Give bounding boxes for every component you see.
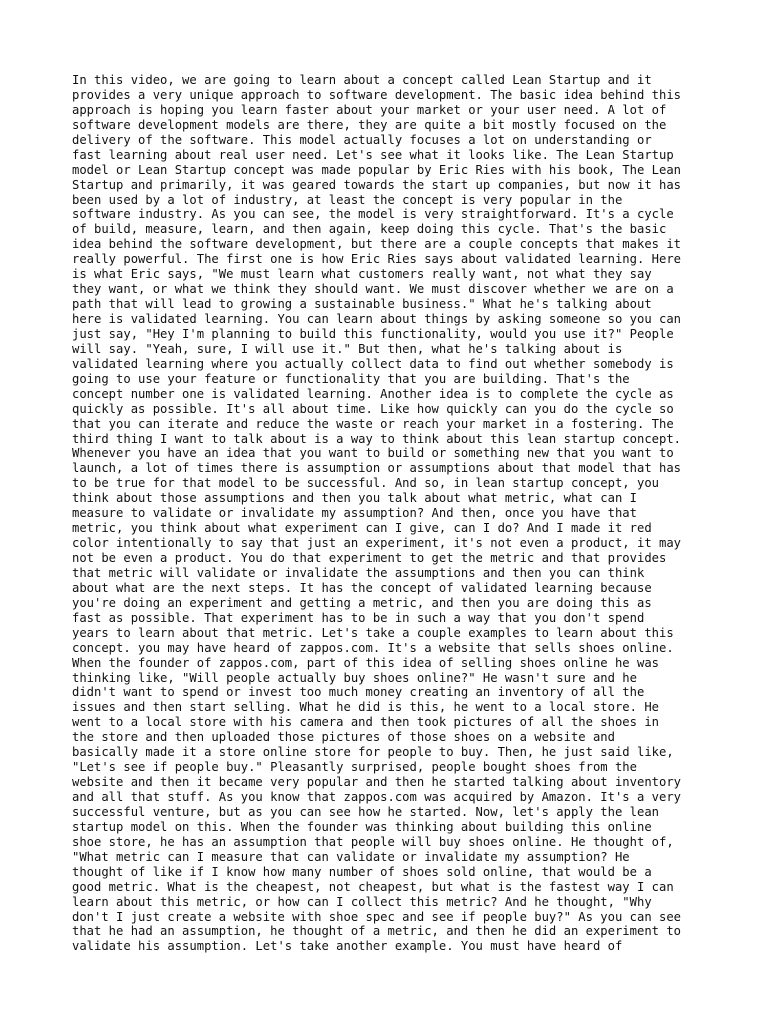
text-line: successful venture, but as you can see how he started. Now, let's apply the lean — [72, 804, 659, 819]
text-line: of build, measure, learn, and then again, keep doing this cycle. That's the basic — [72, 222, 667, 237]
text-line: software development models are there, they are quite a bit mostly focused on the — [72, 117, 667, 132]
text-line: software industry. As you can see, the model is very straightforward. It's a cycle — [72, 207, 674, 222]
text-line: "Let's see if people buy." Pleasantly surprised, people bought shoes from the — [72, 760, 637, 775]
text-line: website and then it became very popular and then he started talking about inventory — [72, 775, 682, 790]
text-line: idea behind the software development, but there are a couple concepts that makes it — [72, 237, 682, 252]
text-line: In this video, we are going to learn about a concept called Lean Startup and it — [72, 73, 652, 87]
text-line: concept. you may have heard of zappos.com. It's a website that sells shoes online. — [72, 640, 674, 655]
transcript-text — [72, 73, 732, 954]
text-line: not be even a product. You do that experiment to get the metric and that provides — [72, 551, 667, 565]
text-line: that he had an assumption, he thought of a metric, and then he did an experiment to — [72, 924, 682, 939]
text-line: fast learning about real user need. Let's see what it looks like. The Lean Startup — [72, 147, 674, 162]
text-line: is what Eric says, "We must learn what customers really want, not what they say — [72, 267, 652, 282]
text-line: launch, a lot of times there is assumption or assumptions about that model that has — [72, 461, 682, 476]
text-line: good metric. What is the cheapest, not cheapest, but what is the fastest way I can — [72, 879, 674, 894]
text-line: "What metric can I measure that can validate or invalidate my assumption? He — [72, 849, 630, 864]
text-line: thought of like if I know how many number of shoes sold online, that would be a — [72, 864, 652, 879]
text-line: provides a very unique approach to software development. The basic idea behind this — [72, 87, 682, 102]
text-line: startup model on this. When the founder was thinking about building this online — [72, 819, 652, 834]
text-line: been used by a lot of industry, at least the concept is very popular in the — [72, 192, 623, 207]
text-line: just say, "Hey I'm planning to build this functionality, would you use it?" People — [72, 326, 674, 341]
text-line: really powerful. The first one is how Eric Ries says about validated learning. Here — [72, 252, 682, 267]
text-line: fast as possible. That experiment has to be in such a way that you don't spend — [72, 610, 645, 625]
text-line: they want, or what we think they should want. We must discover whether we are on a — [72, 282, 674, 297]
text-line: that you can iterate and reduce the waste or reach your market in a fostering. The — [72, 416, 674, 431]
text-line: When the founder of zappos.com, part of this idea of selling shoes online he was — [72, 655, 659, 670]
text-line: thinking like, "Will people actually buy shoes online?" He wasn't sure and he — [72, 670, 637, 685]
text-line: going to use your feature or functionality that you are building. That's the — [72, 371, 630, 386]
text-line: shoe store, he has an assumption that people will buy shoes online. He thought of, — [72, 834, 674, 849]
text-line: delivery of the software. This model actually focuses a lot on understanding or — [72, 132, 652, 147]
text-line: validated learning where you actually collect data to find out whether somebody is — [72, 356, 674, 371]
text-line: path that will lead to growing a sustainable business." What he's talking about — [72, 297, 652, 312]
text-line: basically made it a store online store for people to buy. Then, he just said like, — [72, 745, 674, 760]
document-page — [72, 73, 732, 954]
text-line: quickly as possible. It's all about time. Like how quickly can you do the cycle so — [72, 401, 674, 416]
text-line: learn about this metric, or how can I collect this metric? And he thought, "Why — [72, 894, 652, 909]
text-line: measure to validate or invalidate my assumption? And then, once you have that — [72, 506, 637, 521]
text-line: think about those assumptions and then you talk about what metric, what can I — [72, 491, 637, 506]
text-line: you're doing an experiment and getting a metric, and then you are doing this as — [72, 595, 652, 610]
text-line: to be true for that model to be successful. And so, in lean startup concept, you — [72, 476, 659, 491]
text-line: didn't want to spend or invest too much money creating an inventory of all the — [72, 685, 645, 700]
text-line: third thing I want to talk about is a way to think about this lean startup concept. — [72, 431, 682, 446]
text-line: color intentionally to say that just an experiment, it's not even a product, it may — [72, 536, 682, 551]
text-line: that metric will validate or invalidate the assumptions and then you can think — [72, 565, 645, 580]
text-line: concept number one is validated learning. Another idea is to complete the cycle as — [72, 386, 674, 401]
text-line: model or Lean Startup concept was made popular by Eric Ries with his book, The Lean — [72, 162, 682, 177]
text-line: about what are the next steps. It has the concept of validated learning because — [72, 580, 652, 595]
text-line: went to a local store with his camera and then took pictures of all the shoes in — [72, 715, 659, 730]
text-line: metric, you think about what experiment can I give, can I do? And I made it red — [72, 521, 652, 536]
text-line: issues and then start selling. What he did is this, he went to a local store. He — [72, 700, 659, 715]
text-line: approach is hoping you learn faster about your market or your user need. A lot of — [72, 102, 667, 117]
text-line: validate his assumption. Let's take another example. You must have heard of — [72, 939, 623, 954]
text-line: Startup and primarily, it was geared towards the start up companies, but now it has — [72, 177, 682, 192]
text-line: here is validated learning. You can learn about things by asking someone so you can — [72, 312, 682, 326]
text-line: don't I just create a website with shoe spec and see if people buy?" As you can see — [72, 909, 682, 924]
text-line: the store and then uploaded those pictures of those shoes on a website and — [72, 730, 615, 745]
text-line: Whenever you have an idea that you want to build or something new that you want to — [72, 446, 674, 461]
text-line: and all that stuff. As you know that zappos.com was acquired by Amazon. It's a very — [72, 790, 682, 804]
text-line: will say. "Yeah, sure, I will use it." But then, what he's talking about is — [72, 341, 623, 356]
text-line: years to learn about that metric. Let's take a couple examples to learn about this — [72, 625, 674, 640]
